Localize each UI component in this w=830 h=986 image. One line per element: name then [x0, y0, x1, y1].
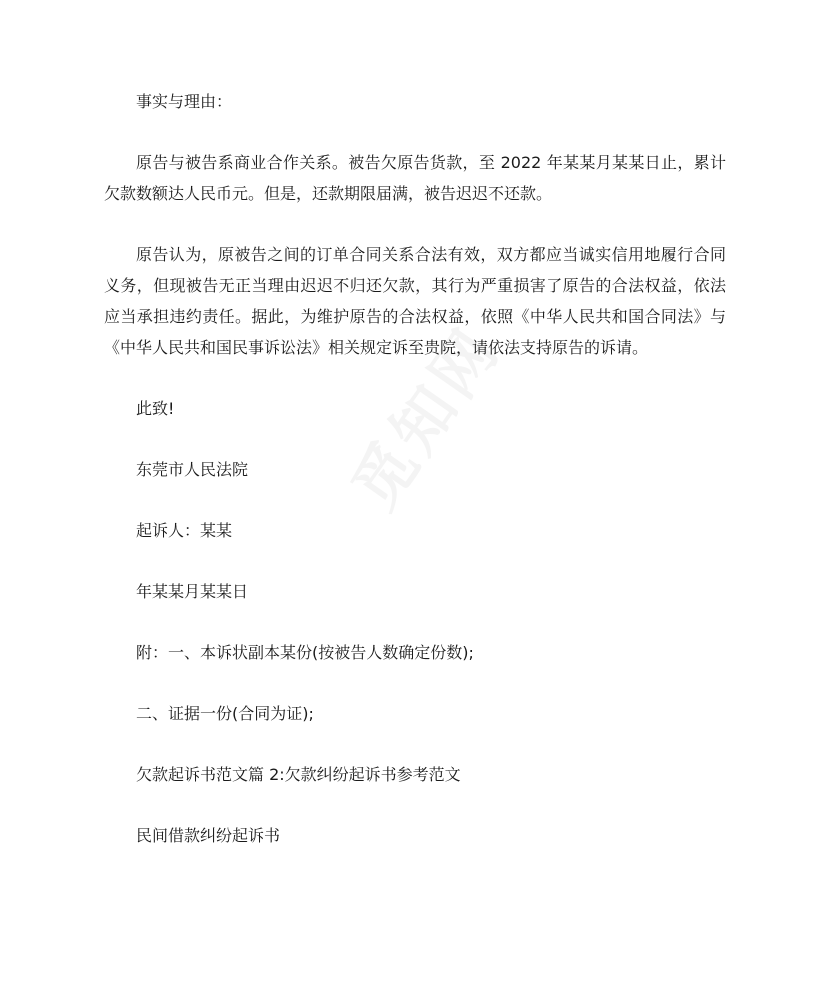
court-name: 东莞市人民法院: [136, 460, 249, 479]
closing-salutation: 此致!: [136, 399, 175, 418]
document-subtitle: 民间借款纠纷起诉书: [136, 826, 281, 845]
plaintiff-signature: 起诉人：某某: [136, 521, 233, 540]
section-heading-facts: 事实与理由：: [136, 92, 233, 111]
paragraph-relationship: 原告与被告系商业合作关系。被告欠原告货款，至 2022 年某某月某某日止，累计欠款数额达人民币元。但是，还款期限届满，被告迟迟不还款。: [104, 153, 726, 203]
paragraph-legal-argument: 原告认为，原被告之间的订单合同关系合法有效，双方都应当诚实信用地履行合同义务，但现被告无正当理由迟迟不归还欠款，其行为严重损害了原告的合法权益，依法应当承担违约责任。据此，为维护原告的合法权益，依照《中华人民共和国合同法》与《中华人民共和国民事诉讼法》相关规定诉至贵院，请依法支持原告的诉请。: [104, 245, 726, 357]
attachment-evidence: 二、证据一份(合同为证);: [136, 704, 314, 723]
date-line: 年某某月某某日: [136, 582, 249, 601]
attachment-copies: 附：一、本诉状副本某份(按被告人数确定份数);: [136, 643, 474, 662]
sample-title: 欠款起诉书范文篇 2:欠款纠纷起诉书参考范文: [136, 765, 461, 784]
document-body: [104, 86, 726, 881]
